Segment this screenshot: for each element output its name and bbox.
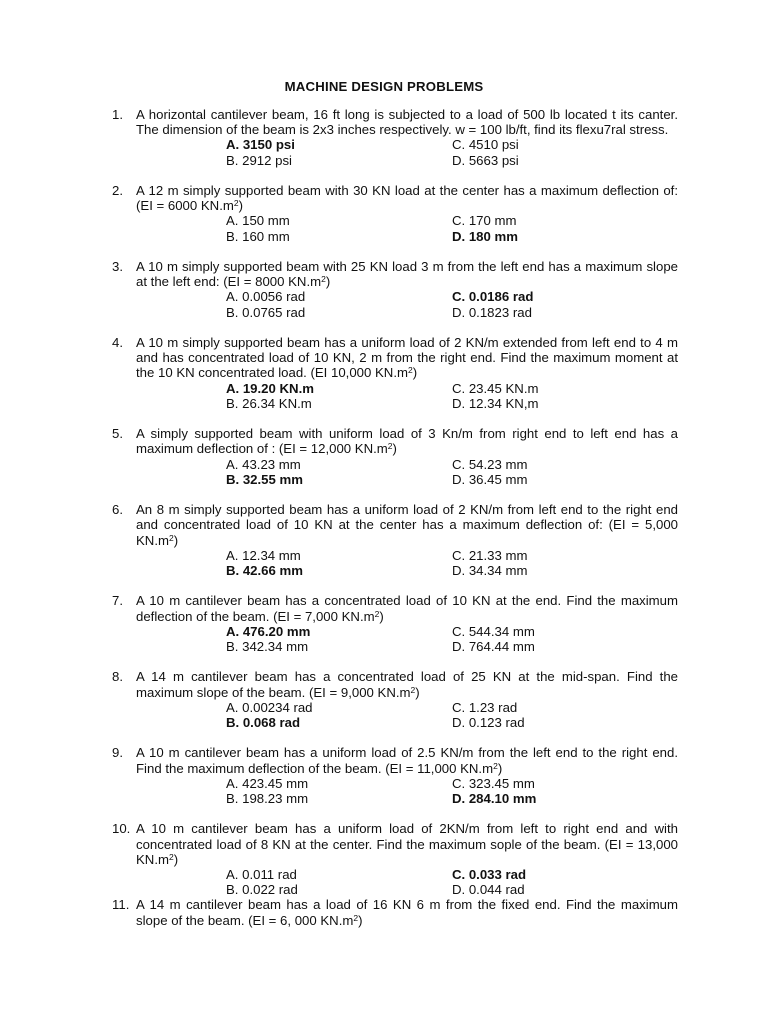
problem-number: 7. [112,593,123,609]
superscript: 2 [353,912,359,923]
option-b: B. 198.23 mm [226,791,309,807]
problem-text: A simply supported beam with uniform load of 3 Kn/m from right end to left end has a maximum deflection of : (EI = 12,000 $KN.m^2$) [136,426,678,457]
problem-2 [112,183,678,244]
superscript: 2 [410,684,416,695]
problem-text: A 12 m simply supported beam with 30 KN load at the center has a maximum deflection of: (EI = 6000 $KN.m^2$) [136,183,678,214]
option-d: D. 0.044 rad [452,882,525,898]
problem-number: 10. [112,821,131,837]
option-c: C. 0.033 rad [452,867,527,883]
option-c: C. 1.23 rad [452,699,518,715]
option-d: D. 0.123 rad [452,715,525,731]
answer-options [226,624,678,654]
problem-text: A 10 m cantilever beam has a uniform load of 2.5 KN/m from the left end to the right end. Find the maximum deflection of the beam. (EI = 11,000 $KN.m^2$) [136,745,678,776]
answer-options [226,213,678,243]
answer-options [226,776,678,806]
problem-5 [112,426,678,487]
problem-11 [112,897,678,927]
option-a: A. 0.011 rad [226,867,297,883]
option-d: D. 764.44 mm [452,639,535,655]
option-b: B. 0.0765 rad [226,304,306,320]
problem-text: A 10 m cantilever beam has a uniform load of 2KN/m from left to right end and with concentrated load of 8 KN at the center. Find the maximum sople of the beam. (EI = 13,000 $KN.m^2$) [136,821,678,867]
option-d: D. 12.34 KN,m [452,395,539,411]
answer-options [226,457,678,487]
option-c: C. 4510 psi [452,137,519,153]
problem-number: 4. [112,335,123,350]
answer-options [226,381,678,411]
option-a: A. 150 mm [226,213,290,229]
option-a: A. 0.00234 rad [226,699,313,715]
superscript: 2 [374,608,380,619]
option-d: D. 36.45 mm [452,471,528,487]
option-c: C. 544.34 mm [452,623,535,639]
problem-text: A 14 m cantilever beam has a load of 16 KN 6 m from the fixed end. Find the maximum slope of the beam. (EI = 6, 000 $KN.m^2$) [136,897,678,928]
answer-options [226,137,678,167]
option-c: C. 21.33 mm [452,547,528,563]
option-d: D. 0.1823 rad [452,304,532,320]
superscript: 2 [407,365,413,376]
problem-number: 2. [112,183,123,198]
problem-3 [112,259,678,320]
problem-text: A 10 m simply supported beam has a uniform load of 2 KN/m extended from left end to 4 m and has concentrated load of 10 KN, 2 m from the right end. Find the maximum moment at the 10 KN concentrated load. (EI 10,000 $KN.m^2$) [136,335,678,381]
option-a: A. 43.23 mm [226,456,301,472]
option-c: C. 0.0186 rad [452,289,534,305]
problem-text: A horizontal cantilever beam, 16 ft long is subjected to a load of 500 lb located t its canter. The dimension of the beam is 2x3 inches respectively. w = 100 lb/ft, find its flexu7ral stress. [136,107,678,138]
option-b: B. 42.66 mm [226,563,303,579]
option-a: A. 423.45 mm [226,775,309,791]
option-a: A. 19.20 KN.m [226,380,314,396]
option-c: C. 323.45 mm [452,775,535,791]
problem-4 [112,335,678,411]
problem-number: 8. [112,669,123,685]
problem-8 [112,669,678,730]
problem-number: 3. [112,259,123,274]
superscript: 2 [493,760,498,771]
problem-text: A 10 m cantilever beam has a concentrated load of 10 KN at the end. Find the maximum deflection of the beam. (EI = 7,000 $KN.m^2$) [136,593,678,624]
option-c: C. 170 mm [452,213,517,229]
option-d: D. 34.34 mm [452,563,528,579]
problem-number: 9. [112,745,123,761]
option-b: B. 26.34 KN.m [226,395,312,411]
superscript: 2 [321,274,326,285]
problem-9 [112,745,678,806]
problem-number: 5. [112,426,123,442]
option-a: A. 476.20 mm [226,623,311,639]
option-b: B. 0.068 rad [226,715,301,731]
answer-options [226,289,678,319]
problem-number: 6. [112,502,123,518]
option-a: A. 3150 psi [226,137,295,153]
superscript: 2 [168,532,174,543]
problem-text: An 8 m simply supported beam has a uniform load of 2 KN/m from left end to the right end and concentrated load of 10 KN at the center has a maximum deflection of: (EI = 5,000 $KN.m^2$) [136,502,678,548]
superscript: 2 [233,198,239,209]
option-d: D. 180 mm [452,228,518,244]
option-c: C. 54.23 mm [452,456,528,472]
problem-list [112,107,678,943]
option-b: B. 160 mm [226,228,290,244]
problem-text: A 10 m simply supported beam with 25 KN load 3 m from the left end has a maximum slope at the left end: (EI = 8000 $KN.m^2$) [136,259,678,290]
page-title: MACHINE DESIGN PROBLEMS [284,79,484,94]
option-b: B. 2912 psi [226,152,292,168]
option-b: B. 32.55 mm [226,471,303,487]
problem-10 [112,821,678,897]
answer-options [226,700,678,730]
option-d: D. 284.10 mm [452,791,537,807]
option-d: D. 5663 psi [452,152,519,168]
answer-options [226,548,678,578]
superscript: 2 [387,441,393,452]
option-a: A. 0.0056 rad [226,289,306,305]
option-b: B. 0.022 rad [226,882,298,898]
problem-6 [112,502,678,578]
problem-text: A 14 m cantilever beam has a concentrated load of 25 KN at the mid-span. Find the maximum slope of the beam. (EI = 9,000 $KN.m^2$) [136,669,678,700]
option-c: C. 23.45 KN.m [452,380,539,396]
option-b: B. 342.34 mm [226,639,309,655]
option-a: A. 12.34 mm [226,547,301,563]
problem-number: 1. [112,107,123,122]
superscript: 2 [168,851,174,862]
problem-7 [112,593,678,654]
answer-options [226,867,678,897]
problem-1 [112,107,678,168]
problem-number: 11. [112,897,130,913]
